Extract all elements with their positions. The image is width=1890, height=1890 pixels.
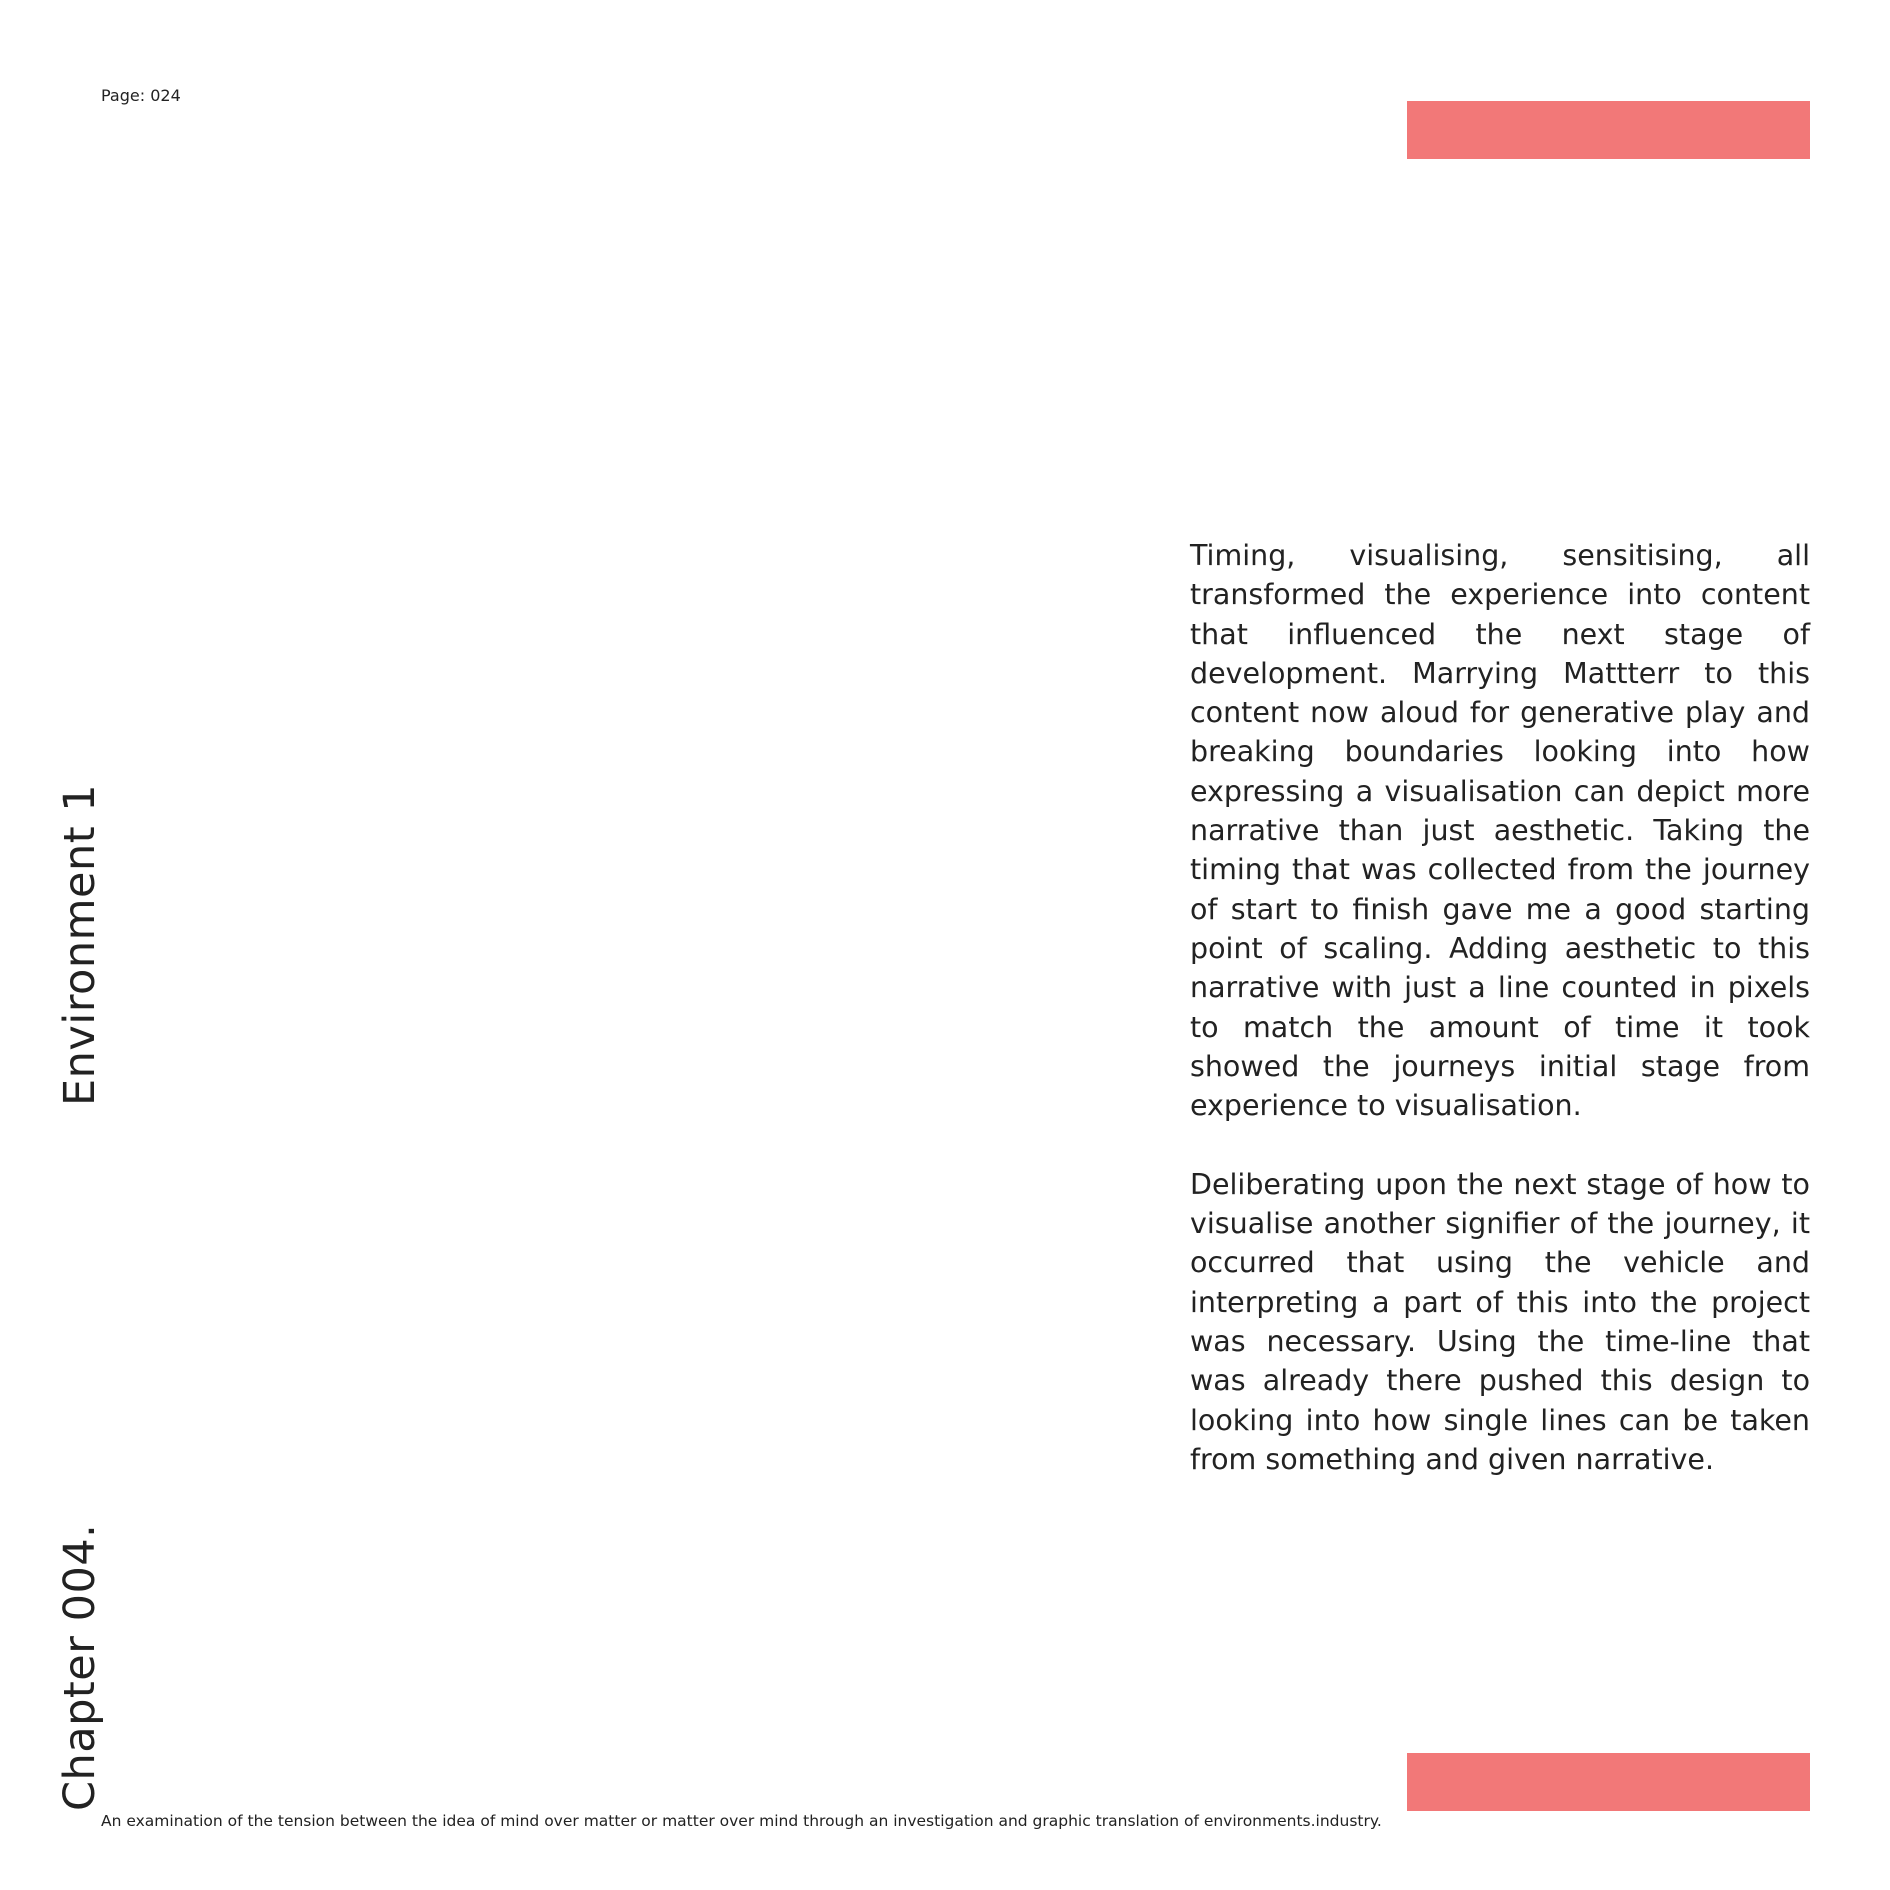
body-paragraph-2: Deliberating upon the next stage of how to visualise another signifier of the journey, it occurred that using the vehicle and interpreting a part of this into the project was necessary. Using the time-line that was already there pushed this design to looking into how single lines can be taken from something and given narrative. [1190, 1167, 1810, 1476]
body-paragraph-1: Timing, visualising, sensitising, all transformed the experience into content that influenced the next stage of development. Marrying Mattterr to this content now aloud for generative play and breaking boundaries looking into how expressing a visualisation can depict more narrative than just aesthetic. Taking the timing that was collected from the journey of start to finish gave me a good starting point of scaling. Adding aesthetic to this narrative with just a line counted in pixels to match the amount of time it took showed the journeys initial stage from experience to visualisation. [1190, 539, 1810, 1123]
body-text-column [1190, 536, 1810, 1479]
page-number: Page: 024 [101, 86, 181, 105]
chapter-title: Chapter 004. [55, 1523, 105, 1811]
environment-title: Environment 1 [55, 783, 105, 1106]
bottom-accent-bar [1407, 1753, 1810, 1811]
footer-caption: An examination of the tension between the idea of mind over matter or matter over mind through an investigation and graphic translation of environments.industry. [101, 1812, 1382, 1830]
top-accent-bar [1407, 101, 1810, 159]
